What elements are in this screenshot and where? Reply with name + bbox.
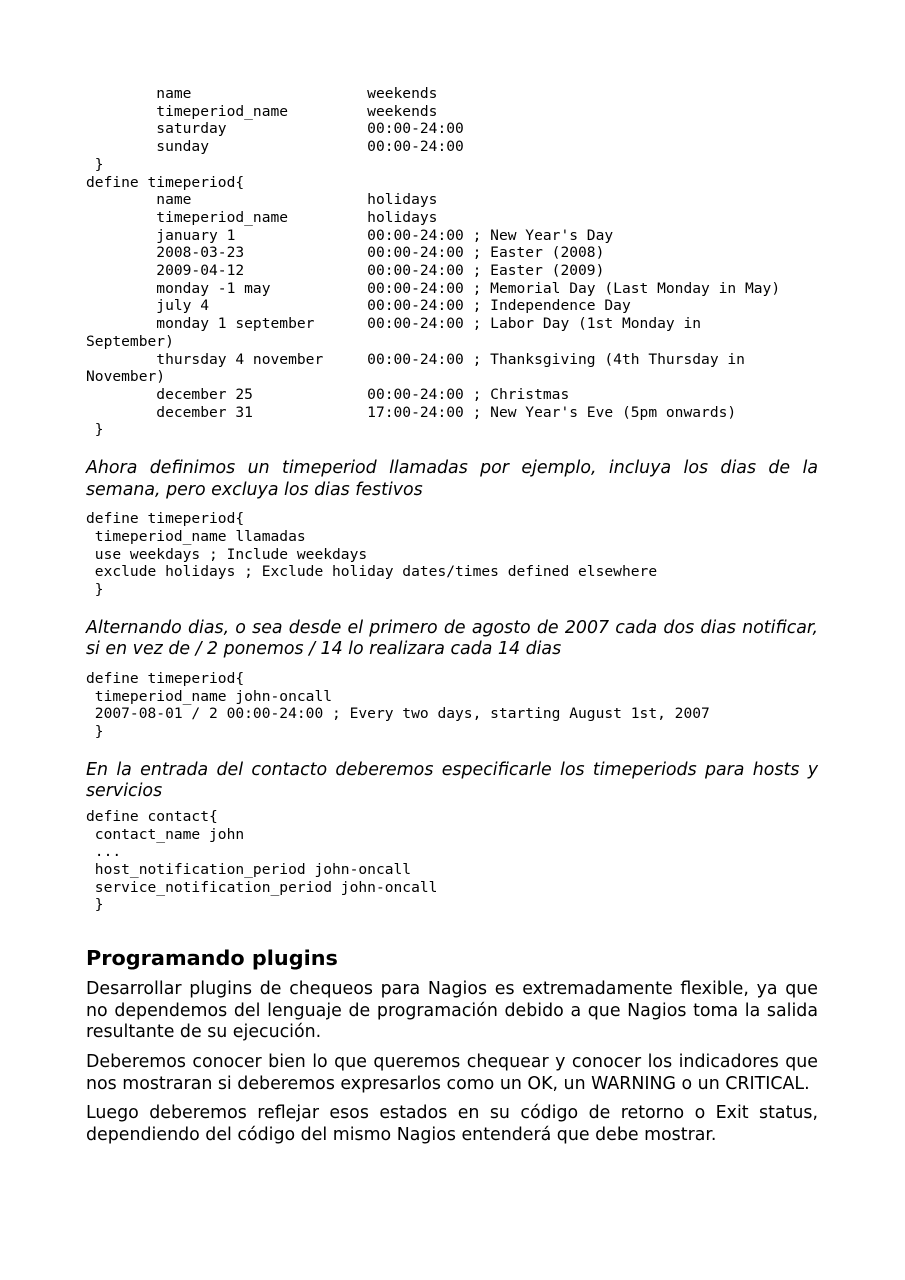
code-line: } [86, 155, 104, 173]
code-line: 2008-03-23 00:00-24:00 ; Easter (2008) [86, 244, 605, 262]
note-alternando-dias: Alternando dias, o sea desde el primero de agosto de 2007 cada dos dias notificar, si en vez de / 2 ponemos / 14 lo realizara cada 14 dias [86, 617, 818, 660]
code-line: host_notification_period john-oncall [86, 861, 412, 879]
code-line: thursday 4 november 00:00-24:00 ; Thanksgiving (4th Thursday in [86, 350, 745, 368]
code-line: december 25 00:00-24:00 ; Christmas [86, 385, 570, 403]
code-line: contact_name john [86, 825, 245, 843]
code-line: timeperiod_name llamadas [86, 527, 306, 545]
code-block-john-oncall [86, 670, 818, 741]
code-line: define contact{ [86, 807, 218, 825]
code-line: monday 1 september 00:00-24:00 ; Labor Day (1st Monday in [86, 315, 702, 333]
code-line: timeperiod_name john-oncall [86, 687, 333, 705]
code-line: name holidays [86, 191, 438, 209]
section-heading: Programando plugins [86, 946, 338, 971]
note-llamadas: Ahora definimos un timeperiod llamadas por ejemplo, incluya los dias de la semana, pero excluya los dias festivos [86, 458, 818, 500]
code-line: saturday 00:00-24:00 [86, 120, 464, 138]
code-line: } [86, 421, 104, 439]
code-line: monday -1 may 00:00-24:00 ; Memorial Day (Last Monday in May) [86, 279, 781, 297]
code-line: sunday 00:00-24:00 [86, 138, 464, 156]
code-line: November) [86, 368, 166, 386]
code-line: define timeperiod{ [86, 173, 245, 191]
code-line: service_notification_period john-oncall [86, 878, 438, 896]
body-paragraph: Deberemos conocer bien lo que queremos chequear y conocer los indicadores que nos mostraran si deberemos expresarlos como un OK, un WARNING o un CRITICAL. [86, 1051, 818, 1094]
code-line: january 1 00:00-24:00 ; New Year's Day [86, 226, 614, 244]
note-contacto: En la entrada del contacto deberemos especificarle los timeperiods para hosts y servicios [86, 759, 818, 802]
body-paragraph: Desarrollar plugins de chequeos para Nagios es extremadamente flexible, ya que no dependemos del lenguaje de programación debido a que Nagios toma la salida resultante de su ejecución. [86, 979, 818, 1043]
code-line: } [86, 723, 104, 741]
code-line: define timeperiod{ [86, 669, 245, 687]
body-paragraph: Luego deberemos reflejar esos estados en su código de retorno o Exit status, dependiendo del código del mismo Nagios entenderá que debe mostrar. [86, 1103, 818, 1145]
code-line: } [86, 896, 104, 914]
code-line: use weekdays ; Include weekdays [86, 545, 368, 563]
code-block-contact [86, 808, 818, 914]
code-line: September) [86, 332, 174, 350]
code-line: timeperiod_name holidays [86, 208, 438, 226]
code-line: 2007-08-01 / 2 00:00-24:00 ; Every two days, starting August 1st, 2007 [86, 705, 710, 723]
code-line: december 31 17:00-24:00 ; New Year's Eve (5pm onwards) [86, 403, 737, 421]
code-line: july 4 00:00-24:00 ; Independence Day [86, 297, 631, 315]
document-page [86, 85, 818, 1146]
code-line: exclude holidays ; Exclude holiday dates/times defined elsewhere [86, 563, 658, 581]
code-line: name weekends [86, 85, 438, 102]
code-line: define timeperiod{ [86, 510, 245, 528]
code-block-llamadas [86, 510, 818, 599]
code-block-holidays [86, 85, 818, 439]
code-line: timeperiod_name weekends [86, 102, 438, 120]
code-line: 2009-04-12 00:00-24:00 ; Easter (2009) [86, 262, 605, 280]
code-line: } [86, 581, 104, 599]
code-line: ... [86, 843, 122, 861]
